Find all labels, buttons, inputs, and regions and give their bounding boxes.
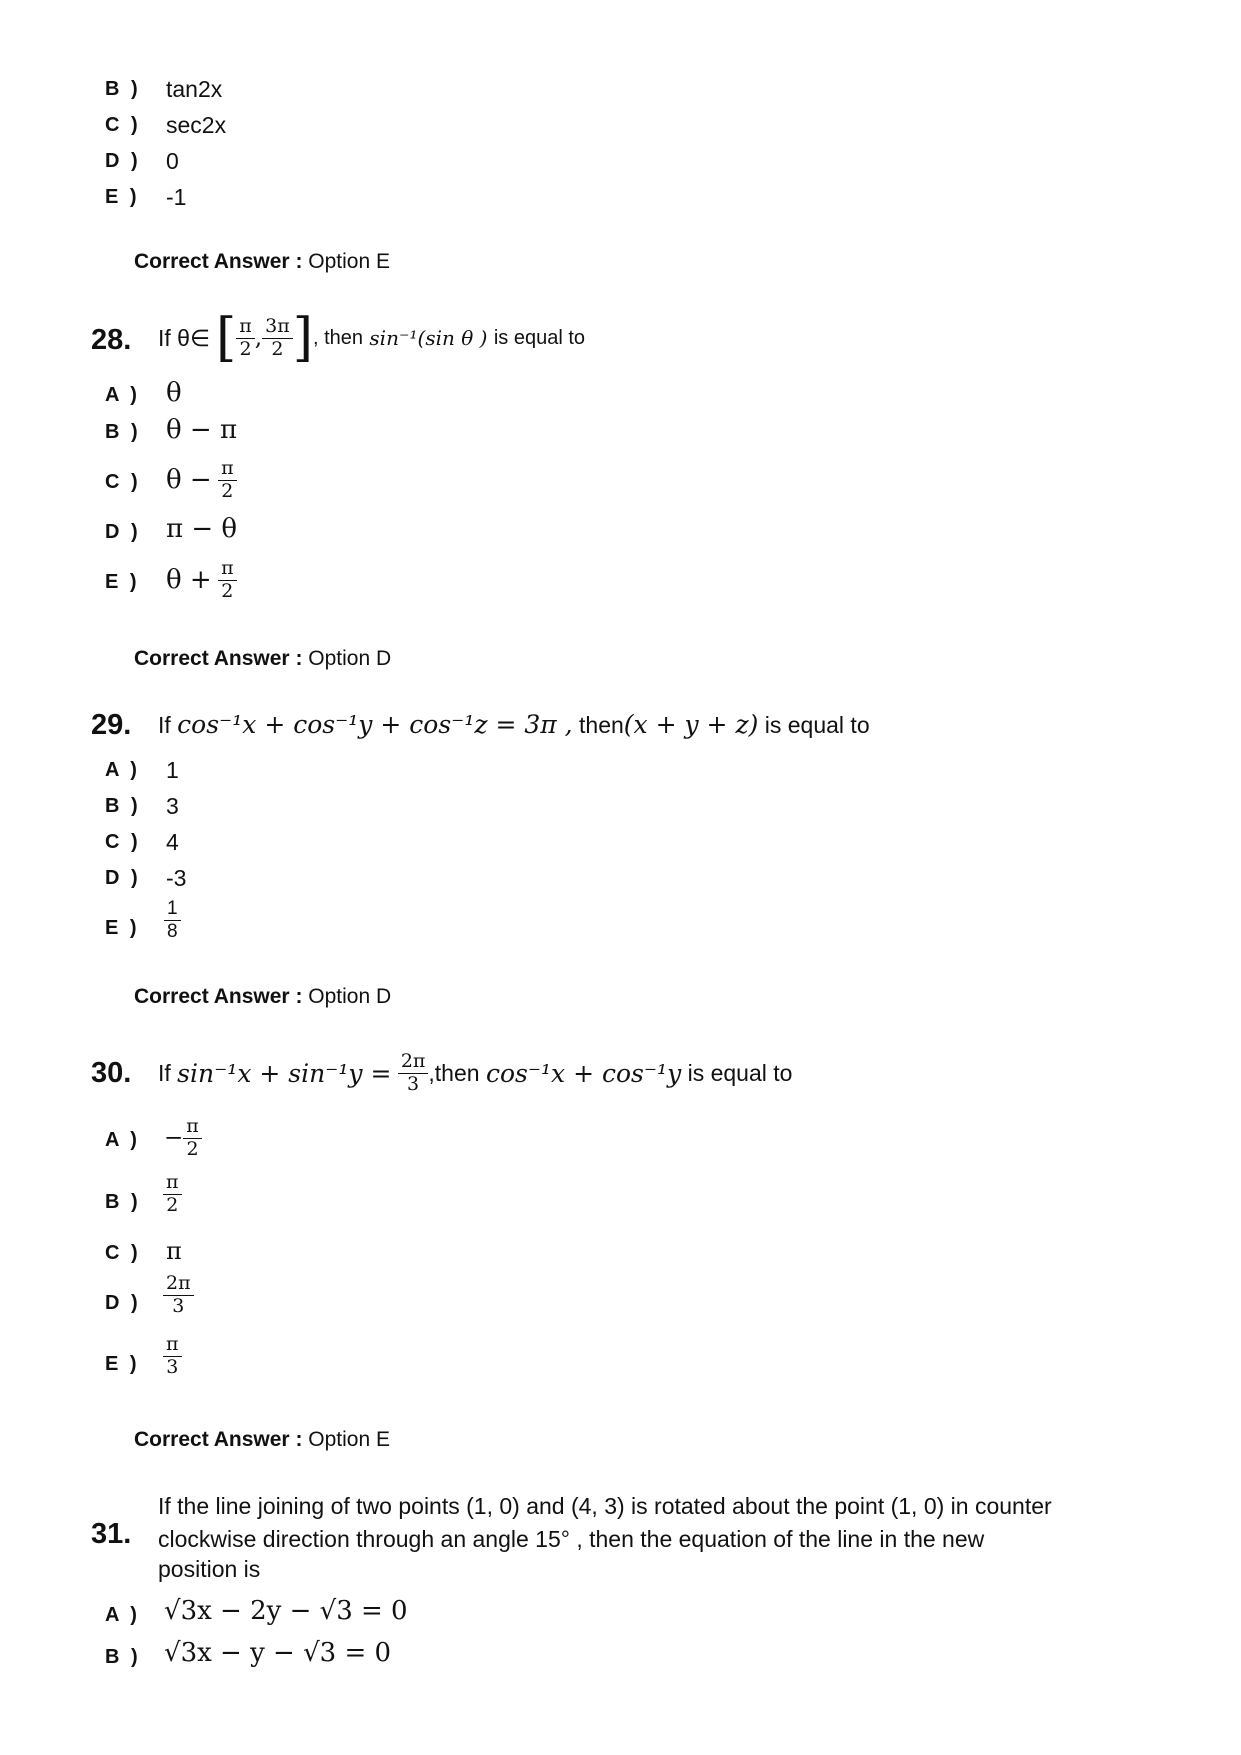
- q30-frac: $\frac{2\pi}{3}$: [398, 1051, 429, 1096]
- q27-option-b-label: B ): [105, 78, 141, 100]
- correct-answer-value: Option E: [308, 250, 390, 273]
- q29-option-d-text: -3: [166, 865, 187, 891]
- q30-expr: sin⁻¹x + sin⁻¹y =: [177, 1058, 392, 1088]
- q30-expr2: cos⁻¹x + cos⁻¹y: [485, 1058, 682, 1088]
- q28-option-c-label: C ): [105, 471, 141, 493]
- q30-option-b-label: B ): [105, 1191, 141, 1213]
- q29-option-b-text: 3: [166, 793, 179, 819]
- q27-correct-answer: [134, 250, 390, 274]
- q29-option-a-label: A ): [105, 759, 140, 781]
- q27-option-d-label: D ): [105, 150, 141, 172]
- correct-answer-value: Option D: [308, 985, 392, 1008]
- correct-answer-value: Option E: [308, 1428, 390, 1451]
- q31-option-b-text: √3x − y − √3 = 0: [164, 1638, 392, 1668]
- q30-option-d-label: D ): [105, 1292, 141, 1314]
- q27-option-b-text: tan2x: [166, 76, 223, 102]
- q29-question: If cos⁻¹x + cos⁻¹y + cos⁻¹z = 3π , then(x + y + z) is equal to: [158, 710, 870, 739]
- q30-option-d-text: $\frac{2\pi}{3}$: [163, 1273, 194, 1318]
- q31-option-a-label: A ): [105, 1604, 140, 1626]
- q30-option-e-label: E ): [105, 1353, 140, 1375]
- correct-answer-label: Correct Answer :: [134, 250, 303, 273]
- q28-correct-answer: [134, 647, 391, 671]
- q28-question: [158, 306, 585, 370]
- q30-option-b-text: $\frac{\pi}{2}$: [163, 1172, 182, 1217]
- q28-expr: sin⁻¹(sin θ ): [369, 326, 488, 350]
- q28-bracket-close: ]: [292, 308, 313, 368]
- q28-option-a-text: θ: [166, 378, 182, 408]
- q28-option-c-text: θ − $\frac{\pi}{2}$: [166, 452, 237, 508]
- q29-number: 29.: [91, 709, 132, 741]
- q31-question: [158, 1490, 1158, 1582]
- q30-option-c-label: C ): [105, 1242, 141, 1264]
- q28-option-d-label: D ): [105, 521, 141, 543]
- q29-option-c-text: 4: [166, 829, 179, 855]
- q28-option-a-label: A ): [105, 384, 140, 406]
- q27-option-c-label: C ): [105, 114, 141, 136]
- q27-option-e-text: -1: [166, 184, 187, 210]
- q28-number: 28.: [91, 324, 132, 356]
- q28-frac-2: $\frac{3\pi}{2}$: [262, 316, 293, 361]
- q28-suffix: is equal to: [493, 326, 586, 349]
- q29-option-d-label: D ): [105, 867, 141, 889]
- q30-number: 30.: [91, 1057, 132, 1089]
- q31-option-a-text: √3x − 2y − √3 = 0: [164, 1596, 408, 1626]
- q30-correct-answer: [134, 1428, 390, 1452]
- q30-option-e-text: $\frac{\pi}{3}$: [163, 1334, 182, 1379]
- q30-option-a-label: A ): [105, 1129, 140, 1151]
- q31-number: 31.: [91, 1518, 132, 1550]
- q31-line-1: If the line joining of two points (1, 0) and (4, 3) is rotated about the point (1, 0) in counter: [158, 1493, 1052, 1519]
- q28-prefix: If θ∈: [158, 324, 210, 351]
- correct-answer-label: Correct Answer :: [134, 647, 303, 670]
- q29-option-a-text: 1: [166, 757, 179, 783]
- q28-frac-1: $\frac{\pi}{2}$: [236, 316, 255, 361]
- q28-option-d-text: π − θ: [166, 514, 238, 544]
- q30-option-a-text: − $\frac{\pi}{2}$: [164, 1110, 202, 1166]
- q29-expr: cos⁻¹x + cos⁻¹y + cos⁻¹z = 3π ,: [177, 710, 573, 739]
- q27-option-e-label: E ): [105, 186, 140, 208]
- q29-option-b-label: B ): [105, 795, 141, 817]
- q31-line-2: clockwise direction through an angle 15° , then the equation of the line in the new: [158, 1526, 985, 1552]
- q27-option-c-text: sec2x: [166, 112, 227, 138]
- q28-then: , then: [312, 326, 364, 349]
- q29-option-c-label: C ): [105, 831, 141, 853]
- q29-option-e-label: E ): [105, 917, 140, 939]
- q28-comma: ,: [254, 325, 263, 351]
- q31-line-3: position is: [158, 1556, 261, 1582]
- q28-option-b-label: B ): [105, 421, 141, 443]
- correct-answer-value: Option D: [308, 647, 392, 670]
- q28-option-e-text: θ + $\frac{\pi}{2}$: [166, 552, 237, 608]
- correct-answer-label: Correct Answer :: [134, 1428, 303, 1451]
- q31-option-b-label: B ): [105, 1646, 141, 1668]
- q30-option-c-text: π: [166, 1237, 182, 1265]
- q28-option-b-text: θ − π: [166, 415, 238, 445]
- q29-expr2: (x + y + z): [623, 710, 759, 739]
- q28-bracket-open: [: [216, 308, 237, 368]
- q29-correct-answer: [134, 985, 391, 1009]
- q29-option-e-text: $\frac{1}{8}$: [164, 898, 181, 943]
- q28-option-e-label: E ): [105, 571, 140, 593]
- q27-option-d-text: 0: [166, 148, 179, 174]
- correct-answer-label: Correct Answer :: [134, 985, 303, 1008]
- q30-question: If sin⁻¹x + sin⁻¹y = $\frac{2\pi}{3}$ ,then cos⁻¹x + cos⁻¹y is equal to: [158, 1049, 793, 1095]
